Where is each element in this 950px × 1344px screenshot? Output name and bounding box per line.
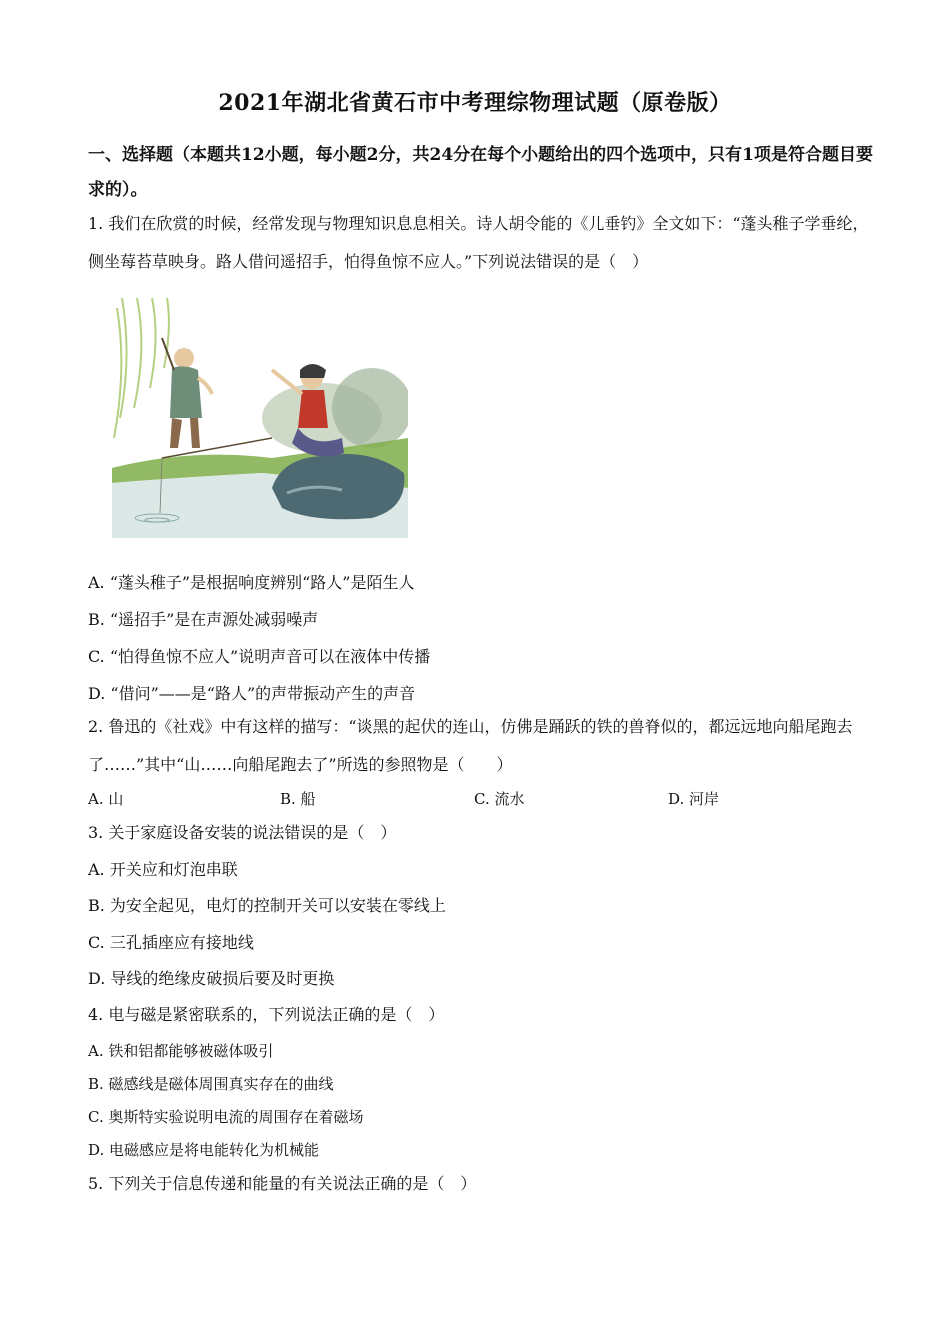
q4-option-d: D. 电磁感应是将电能转化为机械能 (88, 1141, 320, 1159)
q2-option-b: B. 船 (280, 790, 316, 808)
question-5-stem: 5. 下列关于信息传递和能量的有关说法正确的是（ ） (88, 1174, 477, 1193)
q4-option-a: A. 铁和铝都能够被磁体吸引 (88, 1042, 274, 1060)
child-fishing-illustration (112, 298, 408, 538)
q1-option-a: A. “蓬头稚子”是根据响度辨别“路人”是陌生人 (88, 573, 415, 592)
q3-option-c: C. 三孔插座应有接地线 (88, 933, 254, 952)
question-2-stem: 2. 鲁迅的《社戏》中有这样的描写：“谈黑的起伏的连山，仿佛是踊跃的铁的兽脊似的，都远远地向船尾跑去了……”其中“山……向船尾跑去了”所选的参照物是（ ） (88, 717, 853, 774)
question-1-stem: 1. 我们在欣赏的时候，经常发现与物理知识息息相关。诗人胡令能的《儿垂钓》全文如下：“蓬头稚子学垂纶，侧坐莓苔草映身。路人借问遥招手，怕得鱼惊不应人。”下列说法错误的是（ ） (88, 214, 869, 271)
q2-option-d: D. 河岸 (668, 790, 720, 808)
page-title: 2021年湖北省黄石市中考理综物理试题（原卷版） (218, 90, 732, 116)
q2-option-c: C. 流水 (474, 790, 525, 808)
q4-option-c: C. 奥斯特实验说明电流的周围存在着磁场 (88, 1108, 364, 1126)
q4-option-b: B. 磁感线是磁体周围真实存在的曲线 (88, 1075, 334, 1093)
q1-option-b: B. “遥招手”是在声源处减弱噪声 (88, 610, 319, 629)
q2-option-a: A. 山 (88, 790, 124, 808)
q1-option-c: C. “怕得鱼惊不应人”说明声音可以在液体中传播 (88, 647, 431, 666)
q3-option-b: B. 为安全起见，电灯的控制开关可以安装在零线上 (88, 896, 446, 915)
q3-option-a: A. 开关应和灯泡串联 (88, 860, 238, 879)
section-heading: 一、选择题（本题共12小题，每小题2分，共24分在每个小题给出的四个选项中，只有1项是符合题目要求的）。 (88, 145, 873, 200)
q3-option-d: D. 导线的绝缘皮破损后要及时更换 (88, 969, 335, 988)
question-3-stem: 3. 关于家庭设备安装的说法错误的是（ ） (88, 823, 397, 842)
question-4-stem: 4. 电与磁是紧密联系的，下列说法正确的是（ ） (88, 1005, 445, 1024)
q1-option-d: D. “借问”——是“路人”的声带振动产生的声音 (88, 684, 416, 703)
